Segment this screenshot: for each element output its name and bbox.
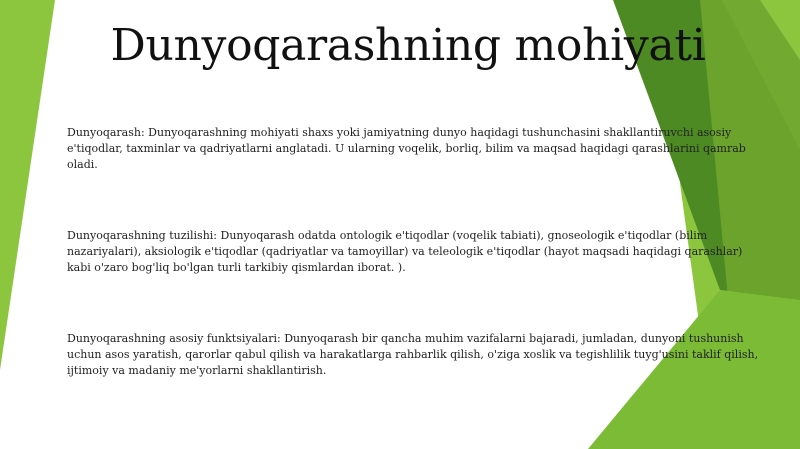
paragraph-worldview-structure: Dunyoqarashning tuzilishi: Dunyoqarash odatda ontologik e'tiqodlar (voqelik tabiati), gnoseologik e'tiqodlar (bilim nazariyalari), aksiologik e'tiqodlar (qadriyatlar va tamoyillar) va teleologik e'tiqodlar (hayot maqsadi haqidagi qarashlar) kabi o'zaro bog'liq bo'lgan turli tarkibiy qismlardan iborat. ).: [67, 229, 743, 274]
slide-title: Dunyoqarashning mohiyati: [110, 20, 706, 71]
paragraph-worldview-functions: Dunyoqarashning asosiy funktsiyalari: Dunyoqarash bir qancha muhim vazifalarni bajaradi, jumladan, dunyoni tushunish uchun asos yaratish, qarorlar qabul qilish va harakatlarga rahbarlik qilish, o'ziga xoslik va tegishlilik tuyg'usini taklif qilish, ijtimoiy va madaniy me'yorlarni shakllantirish.: [67, 332, 759, 377]
paragraph-worldview-essence: Dunyoqarash: Dunyoqarashning mohiyati shaxs yoki jamiyatning dunyo haqidagi tushunchasini shakllantiruvchi asosiy e'tiqodlar, taxminlar va qadriyatlarni anglatadi. U ularning voqelik, borliq, bilim va maqsad haqidagi qarashlarini qamrab oladi.: [67, 126, 746, 171]
